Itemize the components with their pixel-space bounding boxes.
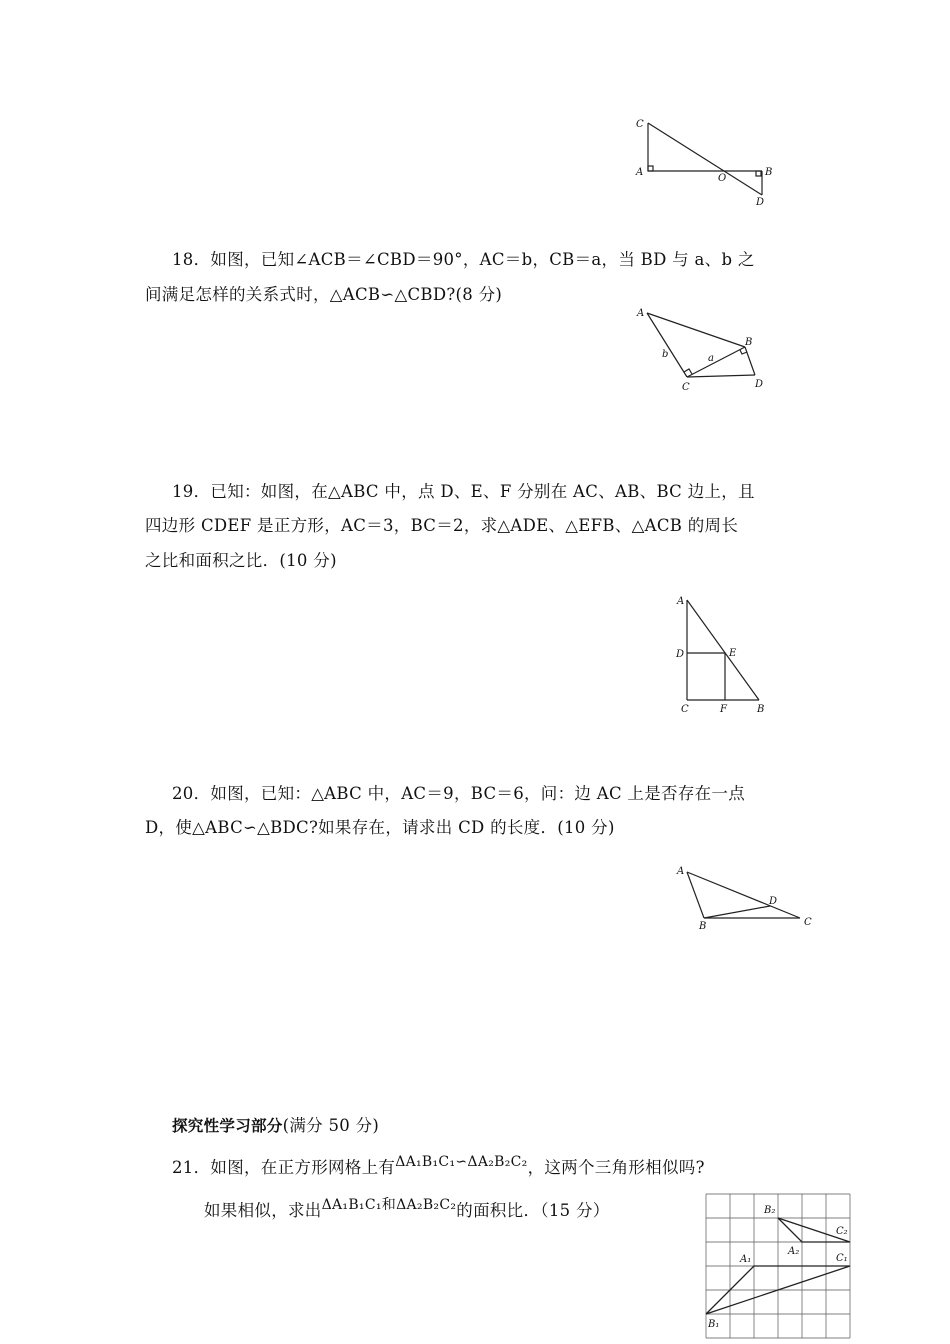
q20-line2: D，使△ABC∽△BDC?如果存在，请求出 CD 的长度．(10 分) <box>145 818 615 837</box>
label-c: C <box>636 119 644 130</box>
label-side-a: a <box>708 353 714 364</box>
label-b: B <box>699 921 707 932</box>
label-o: O <box>718 173 727 184</box>
q19-line3: 之比和面积之比．(10 分) <box>145 551 337 570</box>
q19-line1: 19．已知：如图，在△ABC 中，点 D、E、F 分别在 AC、AB、BC 边上，且 <box>172 482 755 501</box>
figure-q21-grid <box>706 1194 852 1344</box>
label-f: F <box>720 704 727 715</box>
q20-line1: 20．如图，已知：△ABC 中，AC＝9，BC＝6，问：边 AC 上是否存在一点 <box>172 784 746 803</box>
label-d: D <box>769 896 778 907</box>
q21-prefix: 21．如图，在正方形网格上有 <box>172 1158 396 1177</box>
figure-q17 <box>630 115 790 235</box>
label-c: C <box>682 382 690 393</box>
q21-triangle-1b: ΔA₁B₁C₁ <box>321 1197 382 1213</box>
segment-ac <box>647 313 687 377</box>
label-d: D <box>676 649 685 660</box>
q18-line1: 18．如图，已知∠ACB＝∠CBD＝90°，AC＝b，CB＝a，当 BD 与 a、b 之 <box>172 250 755 269</box>
section-heading <box>172 1118 379 1135</box>
figure-q18 <box>635 305 775 400</box>
right-angle-b <box>756 171 761 176</box>
right-angle-a <box>648 166 653 171</box>
label-b: B <box>757 704 765 715</box>
section-note: (满分 50 分) <box>282 1116 380 1135</box>
label-a: A <box>677 866 685 877</box>
segment-bd <box>745 347 755 375</box>
label-a: A <box>637 308 645 319</box>
q21-triangle-2: ΔA₂B₂C₂ <box>467 1154 528 1170</box>
segment-cd <box>687 375 755 377</box>
label-d: D <box>755 379 764 390</box>
q21-similar-sign: ∽ <box>455 1154 468 1170</box>
segment-ab <box>687 600 759 700</box>
q21-he: 和 <box>381 1197 397 1213</box>
segment-cd <box>648 123 762 195</box>
segment-ab <box>647 313 745 347</box>
q21-triangle-1: ΔA₁B₁C₁ <box>395 1154 456 1170</box>
label-e: E <box>729 648 737 659</box>
q18-line2: 间满足怎样的关系式时，△ACB∽△CBD?(8 分) <box>145 285 503 304</box>
q21-line1 <box>172 1154 705 1177</box>
segment-cb <box>687 347 745 377</box>
label-a: A <box>677 596 685 607</box>
q21-suffix: ，这两个三角形相似吗? <box>527 1158 705 1177</box>
q21-line2-prefix: 如果相似，求出 <box>204 1201 322 1220</box>
label-b1: B₁ <box>708 1319 720 1330</box>
q21-line2-suffix: 的面积比．（15 分） <box>456 1201 610 1220</box>
label-c2: C₂ <box>836 1226 848 1237</box>
q21-line2 <box>204 1197 610 1220</box>
segment-bd <box>704 906 770 918</box>
section-title: 探究性学习部分 <box>172 1117 283 1135</box>
label-d: D <box>756 197 765 208</box>
q19-line2: 四边形 CDEF 是正方形，AC＝3，BC＝2，求△ADE、△EFB、△ACB 的周长 <box>145 516 739 535</box>
label-a2: A₂ <box>788 1246 800 1257</box>
q21-triangle-2b: ΔA₂B₂C₂ <box>396 1197 457 1213</box>
label-b2: B₂ <box>764 1205 776 1216</box>
label-a: A <box>636 167 644 178</box>
label-b: B <box>765 167 773 178</box>
label-a1: A₁ <box>740 1254 752 1265</box>
figure-q20 <box>672 862 822 937</box>
label-b: B <box>745 337 753 348</box>
label-c: C <box>804 917 812 928</box>
figure-q19 <box>672 590 782 720</box>
label-c1: C₁ <box>836 1253 848 1264</box>
label-side-b: b <box>662 349 669 360</box>
label-c: C <box>681 704 689 715</box>
segment-ab <box>687 872 704 918</box>
